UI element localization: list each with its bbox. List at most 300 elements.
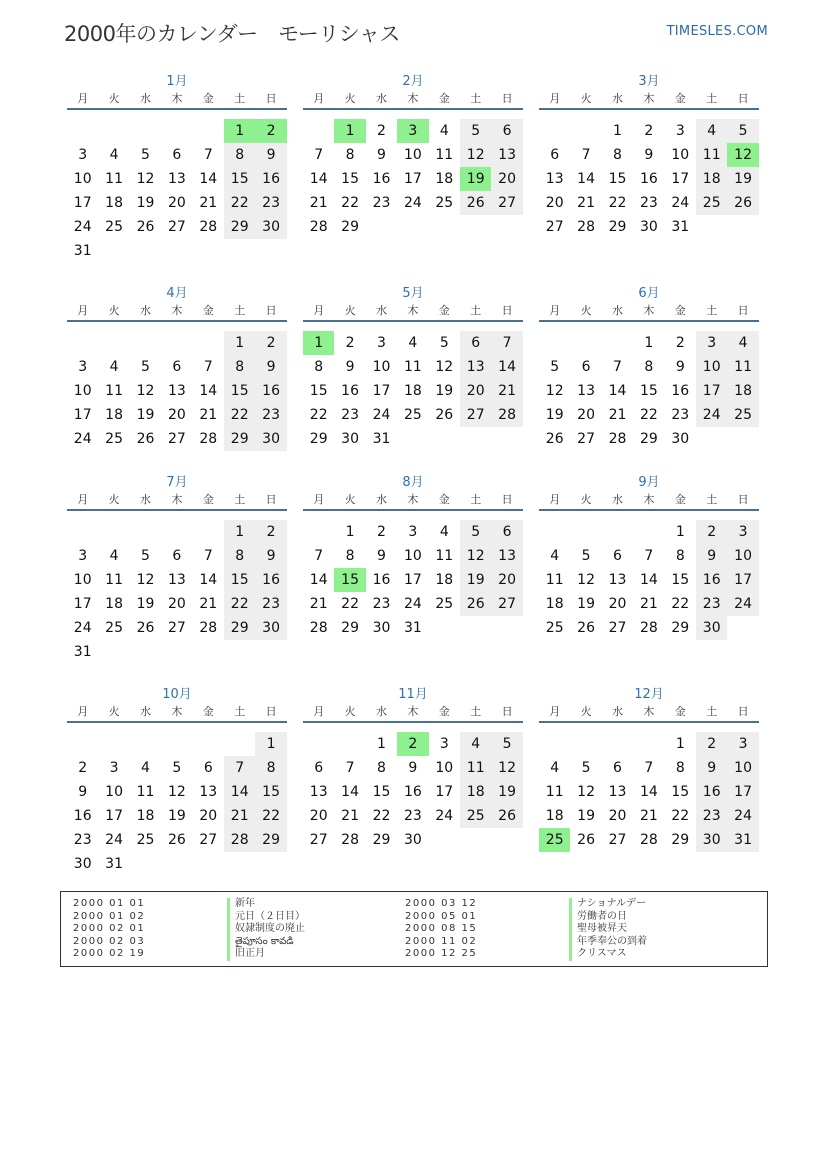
day-cell: 23 (255, 403, 286, 427)
day-cell: 21 (577, 195, 595, 211)
day-cell: 4 (408, 335, 418, 351)
day-cell: 13 (608, 784, 627, 800)
day-cell: 5 (172, 760, 182, 776)
weekday-label: 木 (171, 493, 183, 506)
holiday-name: ナショナルデー (569, 898, 647, 911)
day-cell: 30 (696, 828, 727, 852)
month-8 (303, 475, 523, 664)
day-cell: 15 (224, 167, 255, 191)
day-cell: 12 (136, 572, 155, 588)
month-4 (67, 286, 287, 475)
day-cell: 30 (255, 215, 286, 239)
day-cell: 3 (78, 147, 88, 163)
weekday-label: 水 (611, 92, 623, 105)
day-cell: 20 (167, 596, 186, 612)
day-cell: 6 (172, 359, 182, 375)
day-cell: 23 (696, 592, 727, 616)
day-cell: 17 (372, 383, 391, 399)
day-cell: 16 (639, 171, 658, 187)
day-cell: 25 (460, 804, 491, 828)
day-cell: 17 (73, 596, 92, 612)
day-cell: 5 (141, 548, 150, 564)
day-cell: 29 (224, 616, 255, 640)
day-cell: 20 (545, 195, 564, 211)
weekday-label: 木 (171, 705, 183, 718)
weekday-label: 土 (234, 493, 246, 506)
day-cell: 16 (255, 167, 286, 191)
weekday-label: 火 (344, 304, 356, 317)
holiday-name: 聖母被昇天 (569, 923, 647, 936)
weekday-label: 水 (611, 304, 623, 317)
month-title: 12月 (634, 687, 664, 702)
day-cell: 23 (73, 832, 92, 848)
month-title: 10月 (162, 687, 192, 702)
holiday-date: 2000 12 25 (405, 948, 478, 960)
day-cell: 8 (644, 359, 654, 375)
day-cell: 7 (314, 147, 324, 163)
day-cell: 28 (199, 620, 218, 636)
day-cell: 29 (224, 427, 255, 451)
page-title: 2000年のカレンダー モーリシャス (64, 22, 400, 46)
legend-names-col-1 (227, 898, 305, 961)
weekday-label: 土 (706, 92, 718, 105)
day-cell: 27 (167, 620, 186, 636)
day-cell: 8 (224, 355, 255, 379)
day-cell: 16 (696, 780, 727, 804)
day-cell: 9 (377, 548, 386, 564)
day-cell: 22 (341, 195, 359, 211)
weekday-label: 土 (470, 304, 482, 317)
day-cell: 20 (309, 808, 328, 824)
legend-dates-col-2 (405, 898, 477, 961)
day-cell: 6 (491, 520, 522, 544)
day-cell: 10 (372, 359, 391, 375)
weekday-label: 金 (438, 705, 450, 718)
day-cell: 21 (639, 596, 658, 612)
weekday-label: 金 (438, 304, 450, 317)
day-cell: 10 (727, 544, 758, 568)
day-cell: 25 (727, 403, 758, 427)
day-cell: 18 (105, 195, 123, 211)
day-cell: 24 (403, 195, 422, 211)
day-cell: 24 (727, 804, 758, 828)
day-cell: 3 (439, 736, 449, 752)
day-cell: 13 (460, 355, 491, 379)
holiday-date: 2000 11 02 (405, 935, 478, 947)
weekday-label: 金 (438, 92, 450, 105)
holiday-day-cell: 25 (539, 828, 570, 852)
day-cell: 19 (136, 596, 155, 612)
day-cell: 30 (639, 219, 658, 235)
day-cell: 22 (671, 808, 690, 824)
day-cell: 13 (199, 784, 218, 800)
day-cell: 31 (73, 644, 92, 660)
day-cell: 27 (309, 832, 328, 848)
day-cell: 25 (105, 431, 123, 447)
weekday-label: 金 (438, 493, 450, 506)
day-cell: 28 (608, 431, 627, 447)
day-cell: 19 (545, 407, 564, 423)
day-cell: 7 (581, 147, 591, 163)
weekday-label: 水 (375, 304, 387, 317)
day-cell: 27 (491, 592, 522, 616)
weekday-header (303, 90, 523, 110)
day-cell: 1 (613, 123, 622, 139)
day-cell: 12 (136, 383, 155, 399)
holiday-day-cell: 2 (255, 119, 286, 143)
day-cell: 5 (460, 520, 491, 544)
day-cell: 6 (550, 147, 560, 163)
day-cell: 11 (105, 572, 123, 588)
weekday-label: 日 (501, 304, 513, 317)
weekday-label: 日 (501, 493, 513, 506)
month-6 (539, 286, 759, 475)
day-cell: 18 (460, 780, 491, 804)
day-cell: 16 (372, 572, 391, 588)
weekday-label: 月 (549, 304, 561, 317)
day-cell: 9 (696, 544, 727, 568)
day-cell: 13 (491, 544, 522, 568)
day-cell: 25 (403, 407, 422, 423)
day-cell: 23 (372, 195, 391, 211)
weekday-header (67, 491, 287, 511)
day-cell: 7 (203, 147, 213, 163)
holiday-date: 2000 03 12 (405, 898, 478, 909)
day-cell: 4 (439, 123, 449, 139)
day-cell: 14 (199, 383, 218, 399)
day-cell: 5 (141, 359, 150, 375)
day-cell: 12 (545, 383, 564, 399)
month-title: 2月 (402, 74, 424, 89)
day-cell: 17 (403, 572, 422, 588)
weekday-label: 火 (108, 493, 120, 506)
day-cell: 26 (577, 832, 595, 848)
day-cell: 30 (73, 856, 92, 872)
day-cell: 27 (199, 832, 218, 848)
weekday-label: 水 (139, 705, 151, 718)
day-cell: 13 (608, 572, 627, 588)
day-cell: 27 (577, 431, 595, 447)
holiday-date: 2000 02 01 (73, 923, 146, 935)
weekday-label: 土 (234, 705, 246, 718)
day-cell: 10 (403, 147, 422, 163)
day-cell: 1 (255, 732, 286, 756)
day-cell: 16 (372, 171, 391, 187)
day-cell: 26 (136, 620, 155, 636)
weekday-label: 日 (737, 493, 749, 506)
day-cell: 14 (491, 355, 522, 379)
day-cell: 2 (644, 123, 654, 139)
day-cell: 1 (224, 520, 255, 544)
day-cell: 12 (577, 784, 595, 800)
day-cell: 22 (255, 804, 286, 828)
weekday-label: 土 (706, 705, 718, 718)
day-cell: 10 (727, 756, 758, 780)
day-cell: 8 (255, 756, 286, 780)
day-cell: 27 (545, 219, 564, 235)
day-cell: 11 (460, 756, 491, 780)
weekday-header (539, 302, 759, 322)
day-cell: 19 (136, 195, 155, 211)
day-cell: 24 (372, 407, 391, 423)
day-cell: 25 (435, 596, 454, 612)
day-cell: 27 (460, 403, 491, 427)
weekday-label: 土 (470, 705, 482, 718)
day-cell: 17 (73, 195, 92, 211)
day-cell: 19 (435, 383, 454, 399)
day-cell: 7 (613, 359, 622, 375)
day-cell: 18 (545, 808, 564, 824)
day-cell: 21 (199, 407, 218, 423)
day-cell: 24 (727, 592, 758, 616)
weekday-label: 火 (108, 705, 120, 718)
day-cell: 12 (460, 544, 491, 568)
day-cell: 2 (696, 520, 727, 544)
day-cell: 14 (341, 784, 359, 800)
day-cell: 29 (608, 219, 627, 235)
weekday-label: 水 (139, 92, 151, 105)
weekday-label: 月 (77, 493, 89, 506)
month-10 (67, 687, 287, 876)
day-cell: 30 (341, 431, 359, 447)
day-cell: 9 (675, 359, 685, 375)
day-cell: 25 (435, 195, 454, 211)
day-cell: 28 (491, 403, 522, 427)
holiday-date: 2000 05 01 (405, 910, 478, 922)
day-cell: 4 (109, 548, 119, 564)
weekday-label: 日 (265, 92, 277, 105)
weekday-label: 月 (77, 304, 89, 317)
weekday-label: 水 (375, 92, 387, 105)
weekday-label: 月 (313, 304, 325, 317)
day-cell: 29 (372, 832, 391, 848)
day-cell: 16 (696, 568, 727, 592)
holiday-name: 労働者の日 (569, 911, 647, 924)
day-cell: 22 (608, 195, 627, 211)
day-cell: 13 (545, 171, 564, 187)
day-cell: 7 (345, 760, 355, 776)
day-cell: 6 (172, 147, 182, 163)
day-cell: 15 (255, 780, 286, 804)
day-cell: 14 (309, 171, 328, 187)
day-cell: 11 (435, 548, 454, 564)
day-cell: 11 (105, 383, 123, 399)
day-cell: 4 (727, 331, 758, 355)
day-cell: 21 (309, 596, 328, 612)
day-cell: 25 (545, 620, 564, 636)
day-cell: 14 (608, 383, 627, 399)
weekday-label: 月 (549, 92, 561, 105)
day-cell: 20 (608, 596, 627, 612)
day-cell: 10 (73, 383, 92, 399)
day-cell: 23 (403, 808, 422, 824)
day-cell: 20 (167, 407, 186, 423)
day-cell: 7 (203, 359, 213, 375)
day-cell: 16 (403, 784, 422, 800)
day-cell: 28 (639, 620, 658, 636)
day-cell: 23 (671, 407, 690, 423)
weekday-label: 水 (611, 705, 623, 718)
day-cell: 2 (345, 335, 355, 351)
day-cell: 16 (255, 568, 286, 592)
month-title: 11月 (398, 687, 428, 702)
day-cell: 21 (199, 596, 218, 612)
weekday-label: 金 (202, 493, 214, 506)
day-cell: 6 (581, 359, 591, 375)
day-cell: 8 (224, 143, 255, 167)
day-cell: 9 (78, 784, 88, 800)
day-cell: 17 (73, 407, 92, 423)
day-cell: 5 (439, 335, 449, 351)
day-cell: 31 (671, 219, 690, 235)
day-cell: 11 (696, 143, 727, 167)
day-cell: 20 (167, 195, 186, 211)
weekday-header (539, 90, 759, 110)
day-cell: 15 (224, 568, 255, 592)
day-cell: 3 (727, 520, 758, 544)
day-cell: 20 (608, 808, 627, 824)
day-cell: 26 (727, 191, 758, 215)
day-cell: 19 (136, 407, 155, 423)
month-12 (539, 687, 759, 876)
weekday-label: 木 (407, 493, 419, 506)
day-cell: 22 (224, 592, 255, 616)
weekday-label: 金 (674, 304, 686, 317)
day-cell: 29 (639, 431, 658, 447)
weekday-label: 月 (313, 92, 325, 105)
day-cell: 11 (545, 572, 564, 588)
weekday-label: 土 (706, 493, 718, 506)
day-cell: 14 (199, 572, 218, 588)
day-cell: 15 (309, 383, 328, 399)
day-cell: 20 (577, 407, 595, 423)
day-cell: 21 (199, 195, 218, 211)
month-title: 6月 (638, 286, 660, 301)
day-cell: 1 (644, 335, 654, 351)
site-logo[interactable]: TIMESLES.COM (666, 24, 768, 39)
weekday-label: 金 (202, 705, 214, 718)
holiday-date: 2000 01 01 (73, 898, 146, 909)
holiday-day-cell: 2 (397, 732, 428, 756)
day-cell: 26 (136, 431, 155, 447)
holiday-day-cell: 1 (334, 119, 365, 143)
weekday-label: 金 (674, 92, 686, 105)
weekday-label: 木 (643, 304, 655, 317)
weekday-header (303, 703, 523, 723)
day-cell: 27 (491, 191, 522, 215)
day-cell: 28 (341, 832, 359, 848)
day-cell: 18 (403, 383, 422, 399)
day-cell: 29 (671, 832, 690, 848)
weekday-header (67, 90, 287, 110)
day-cell: 31 (73, 243, 92, 259)
day-cell: 10 (696, 355, 727, 379)
day-cell: 6 (491, 119, 522, 143)
day-cell: 24 (403, 596, 422, 612)
month-title: 3月 (638, 74, 660, 89)
day-cell: 5 (550, 359, 560, 375)
day-cell: 11 (727, 355, 758, 379)
holiday-day-cell: 1 (224, 119, 255, 143)
day-cell: 29 (224, 215, 255, 239)
day-cell: 10 (73, 572, 92, 588)
weekday-label: 土 (706, 304, 718, 317)
weekday-label: 金 (202, 92, 214, 105)
day-cell: 26 (545, 431, 564, 447)
day-cell: 24 (671, 195, 690, 211)
day-cell: 12 (167, 784, 186, 800)
day-cell: 27 (608, 620, 627, 636)
day-cell: 18 (136, 808, 155, 824)
weekday-label: 金 (202, 304, 214, 317)
day-cell: 21 (491, 379, 522, 403)
day-cell: 18 (435, 572, 454, 588)
weekday-label: 木 (407, 705, 419, 718)
day-cell: 4 (550, 548, 560, 564)
weekday-label: 月 (549, 705, 561, 718)
weekday-label: 火 (580, 493, 592, 506)
day-cell: 15 (372, 784, 391, 800)
weekday-label: 日 (265, 705, 277, 718)
day-cell: 14 (309, 572, 328, 588)
day-cell: 17 (435, 784, 454, 800)
weekday-label: 水 (139, 493, 151, 506)
day-cell: 3 (727, 732, 758, 756)
day-cell: 23 (639, 195, 658, 211)
day-cell: 4 (109, 359, 119, 375)
day-cell: 23 (696, 804, 727, 828)
weekday-label: 水 (375, 493, 387, 506)
day-cell: 28 (199, 219, 218, 235)
weekday-header (539, 703, 759, 723)
day-cell: 5 (141, 147, 150, 163)
day-cell: 10 (435, 760, 454, 776)
day-cell: 19 (491, 780, 522, 804)
day-cell: 25 (105, 219, 123, 235)
day-cell: 22 (671, 596, 690, 612)
day-cell: 12 (491, 756, 522, 780)
day-cell: 31 (105, 856, 123, 872)
holiday-name: తైపూసం కావడి (227, 936, 305, 949)
day-cell: 17 (727, 568, 758, 592)
day-cell: 15 (224, 379, 255, 403)
day-cell: 3 (408, 524, 418, 540)
weekday-label: 日 (501, 92, 513, 105)
weekday-label: 火 (344, 493, 356, 506)
day-cell: 16 (671, 383, 690, 399)
day-cell: 3 (78, 359, 88, 375)
day-cell: 17 (105, 808, 123, 824)
weekday-label: 日 (265, 304, 277, 317)
day-cell: 6 (460, 331, 491, 355)
weekday-label: 土 (234, 92, 246, 105)
day-cell: 29 (309, 431, 328, 447)
day-cell: 15 (639, 383, 658, 399)
day-cell: 9 (255, 544, 286, 568)
day-cell: 18 (105, 596, 123, 612)
holiday-name: 旧正月 (227, 948, 305, 961)
month-11 (303, 687, 523, 876)
holiday-date: 2000 01 02 (73, 910, 146, 922)
day-cell: 1 (224, 331, 255, 355)
day-cell: 17 (696, 379, 727, 403)
month-7 (67, 475, 287, 664)
weekday-label: 木 (171, 92, 183, 105)
day-cell: 4 (109, 147, 119, 163)
day-cell: 30 (372, 620, 391, 636)
day-cell: 10 (403, 548, 422, 564)
day-cell: 21 (639, 808, 658, 824)
